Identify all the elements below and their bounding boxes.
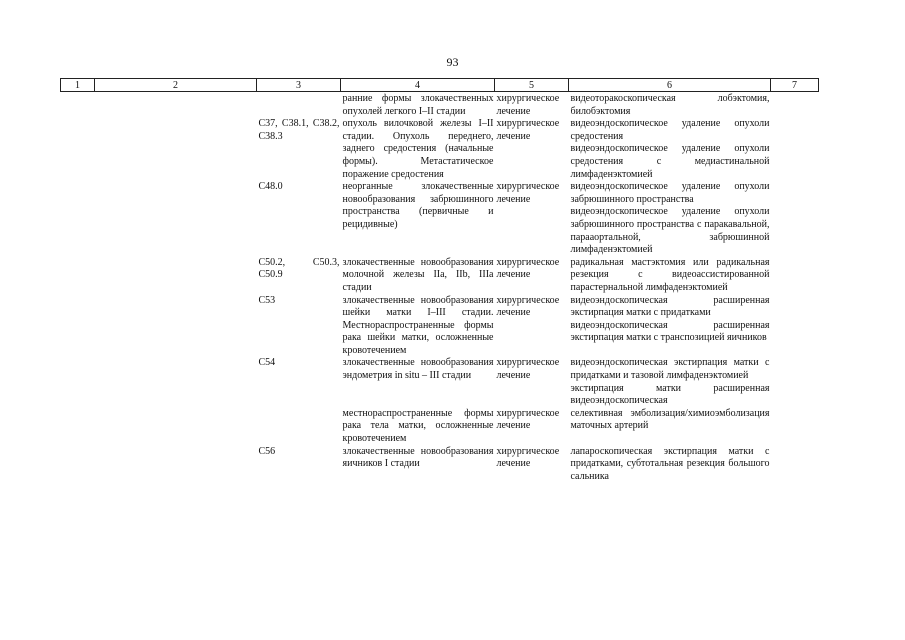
column-header-4: 4 <box>341 79 495 92</box>
method-cell <box>569 257 771 295</box>
treatment-type-cell: хирургическое лечение <box>496 294 560 319</box>
treatment-type-cell: хирургическое лечение <box>496 256 560 281</box>
table-row <box>61 181 819 257</box>
treatment-type-cell: хирургическое лечение <box>496 357 560 382</box>
method-text: радикальная мастэктомия или радикальная резекция с видеоассистированной парастернальной лимфаденэктомией <box>570 256 770 293</box>
method-text: видеоэндоскопическая расширенная экстирпация матки с придатками <box>570 294 770 319</box>
icd-code-cell: C53 <box>258 294 276 306</box>
method-text: видеоэндоскопическое удаление опухоли средостения <box>570 118 770 142</box>
column-header-6: 6 <box>569 79 771 92</box>
table-row <box>61 295 819 358</box>
method-text: селективная эмболизация/химиоэмболизация маточных артерий <box>570 407 770 432</box>
column-header-1: 1 <box>61 79 95 92</box>
treatment-table <box>60 78 819 483</box>
treatment-type-cell: хирургическое лечение <box>496 407 560 432</box>
diagnosis-cell: местнораспространенные формы рака тела матки, осложненные кровотечением <box>342 407 494 445</box>
column-header-7: 7 <box>771 79 819 92</box>
method-cell <box>569 446 771 484</box>
icd-code-cell: C54 <box>258 357 276 369</box>
column-header-3: 3 <box>257 79 341 92</box>
diagnosis-cell: злокачественные новообразования эндометрия in situ – III стадии <box>342 357 494 382</box>
table-row <box>61 92 819 119</box>
method-cell <box>569 92 771 119</box>
diagnosis-cell: злокачественные новообразования молочной железы IIa, IIb, IIIa стадии <box>342 256 494 293</box>
method-cell <box>569 357 771 407</box>
method-text: видеоэндоскопическое удаление опухоли забрюшинного пространства <box>570 181 770 205</box>
method-text: видеоэндоскопическая расширенная экстирпация матки с транспозицией яичников <box>570 319 770 344</box>
treatment-type-cell: хирургическое лечение <box>496 93 560 117</box>
icd-code-cell <box>257 408 341 446</box>
table-row <box>61 408 819 446</box>
method-cell <box>569 118 771 181</box>
method-text: видеоэндоскопическое удаление опухоли забрюшинного пространства с паракавальной, парааортальной, забрюшинной лимфаденэктомией <box>570 206 770 256</box>
diagnosis-cell: ранние формы злокачественных опухолей легкого I–II стадии <box>342 93 494 117</box>
icd-code-cell: C56 <box>258 445 276 457</box>
table-row <box>61 446 819 484</box>
column-header-2: 2 <box>95 79 257 92</box>
method-cell <box>569 295 771 358</box>
treatment-type-cell: хирургическое лечение <box>496 118 560 142</box>
table-row <box>61 118 819 181</box>
page-number: 93 <box>446 55 459 69</box>
method-cell <box>569 408 771 446</box>
column-number-row <box>61 79 819 92</box>
method-text: экстирпация матки расширенная видеоэндоскопическая <box>570 382 770 407</box>
diagnosis-cell: неорганные злокачественные новообразования забрюшинного пространства (первичные и рецидивные) <box>342 181 494 230</box>
column-header-5: 5 <box>495 79 569 92</box>
diagnosis-cell: злокачественные новообразования шейки матки I–III стадии. Местнораспространенные формы рака шейки матки, осложненные кровотечением <box>342 294 494 356</box>
icd-code-cell <box>257 92 341 119</box>
icd-code-cell: C50.2, C50.3, C50.9 <box>258 256 340 281</box>
table-row <box>61 257 819 295</box>
method-text: видеоэндоскопическое удаление опухоли средостения с медиастинальной лимфаденэктомией <box>570 143 770 180</box>
table-row <box>61 357 819 407</box>
treatment-type-cell: хирургическое лечение <box>496 181 560 205</box>
diagnosis-cell: опухоль вилочковой железы I–II стадии. Опухоль переднего, заднего средостения (начальные формы). Метастатическое поражение средостения <box>342 118 494 180</box>
method-text: лапароскопическая экстирпация матки с придатками, субтотальная резекция большого сальника <box>570 445 770 482</box>
icd-code-cell: C37, C38.1, C38.2, C38.3 <box>258 118 340 142</box>
treatment-type-cell: хирургическое лечение <box>496 445 560 470</box>
method-text: видеоэндоскопическая экстирпация матки с придатками и тазовой лимфаденэктомией <box>570 357 770 382</box>
method-text: видеоторакоскопическая лобэктомия, билобэктомия <box>570 93 770 117</box>
diagnosis-cell: злокачественные новообразования яичников I стадии <box>342 445 494 470</box>
method-cell <box>569 181 771 257</box>
icd-code-cell: C48.0 <box>258 181 283 193</box>
